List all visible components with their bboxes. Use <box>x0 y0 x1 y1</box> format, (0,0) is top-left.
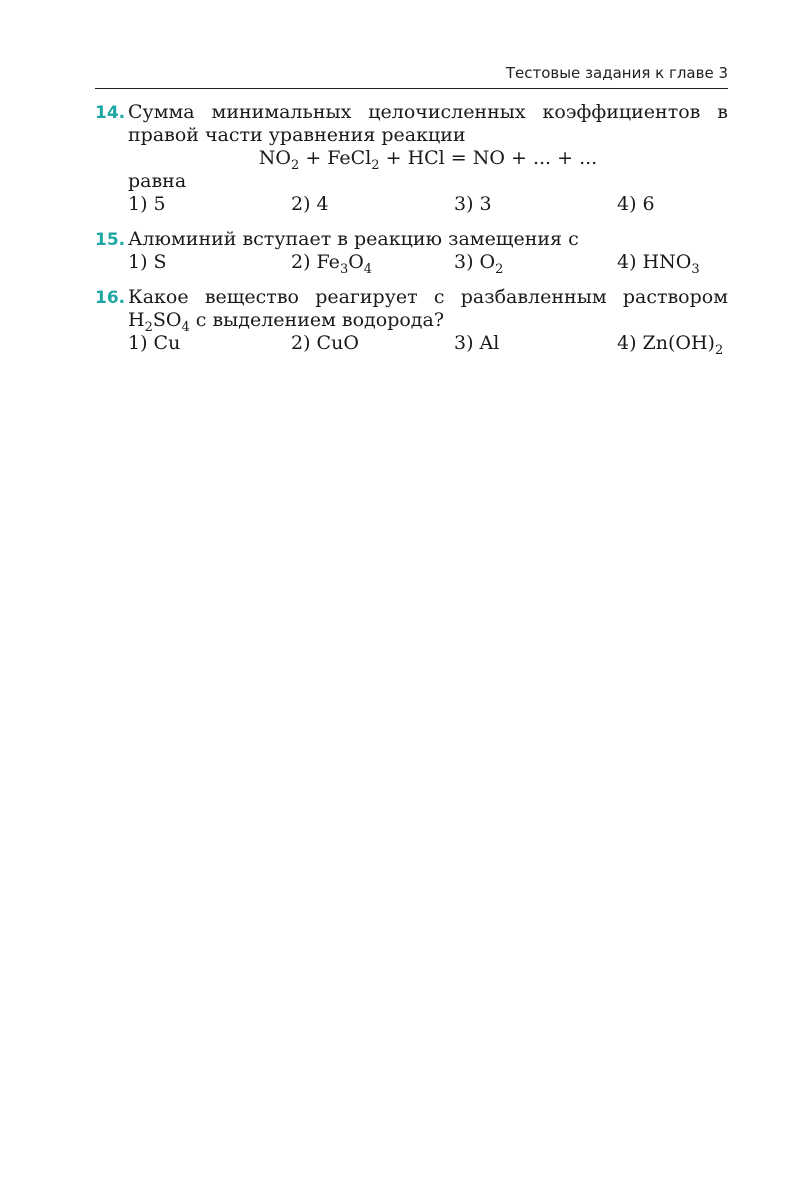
answer-option-2[interactable]: 2) CuO <box>291 332 359 354</box>
reaction-equation: $NO_2$ + FeCl$_2$ + HCl = NO + ... + ... <box>258 147 598 173</box>
question-text-line: Сумма минимальных целочисленных коэффициентов в <box>128 101 728 123</box>
question-text-line: правой части уравнения реакции <box>128 124 466 146</box>
question-text-line: равна <box>128 170 187 192</box>
answer-options <box>128 193 728 216</box>
question-text-line: Алюминий вступает в реакцию замещения с <box>128 228 579 250</box>
question-number: 14. <box>95 103 126 123</box>
answer-option-2[interactable]: 2) 4 <box>291 193 329 215</box>
answer-option-2[interactable]: 2) $Fe_3O_4$ <box>291 251 373 277</box>
chapter-title: Тестовые задания к главе 3 <box>505 64 728 82</box>
answer-option-3[interactable]: 3) 3 <box>454 193 492 215</box>
answer-options <box>128 251 728 277</box>
answer-option-3[interactable]: 3) $O_2$ <box>454 251 504 277</box>
answer-option-4[interactable]: 4) $Zn(OH)_2$ <box>617 332 724 358</box>
question-number: 16. <box>95 288 126 308</box>
page-header <box>95 64 728 89</box>
answer-option-4[interactable]: 4) 6 <box>617 193 655 215</box>
question-text-line: Какое вещество реагирует с разбавленным раствором <box>128 286 728 308</box>
answer-options <box>128 332 728 358</box>
question-15 <box>95 228 728 277</box>
answer-option-1[interactable]: 1) S <box>128 251 167 273</box>
question-16 <box>95 286 728 358</box>
answer-option-1[interactable]: 1) Cu <box>128 332 181 354</box>
question-14 <box>95 101 728 216</box>
question-number: 15. <box>95 230 126 250</box>
question-text-line: $H_2SO_4$ с выделением водорода? <box>128 309 445 335</box>
answer-option-4[interactable]: 4) $HNO_3$ <box>617 251 700 277</box>
answer-option-3[interactable]: 3) Al <box>454 332 500 354</box>
answer-option-1[interactable]: 1) 5 <box>128 193 166 215</box>
